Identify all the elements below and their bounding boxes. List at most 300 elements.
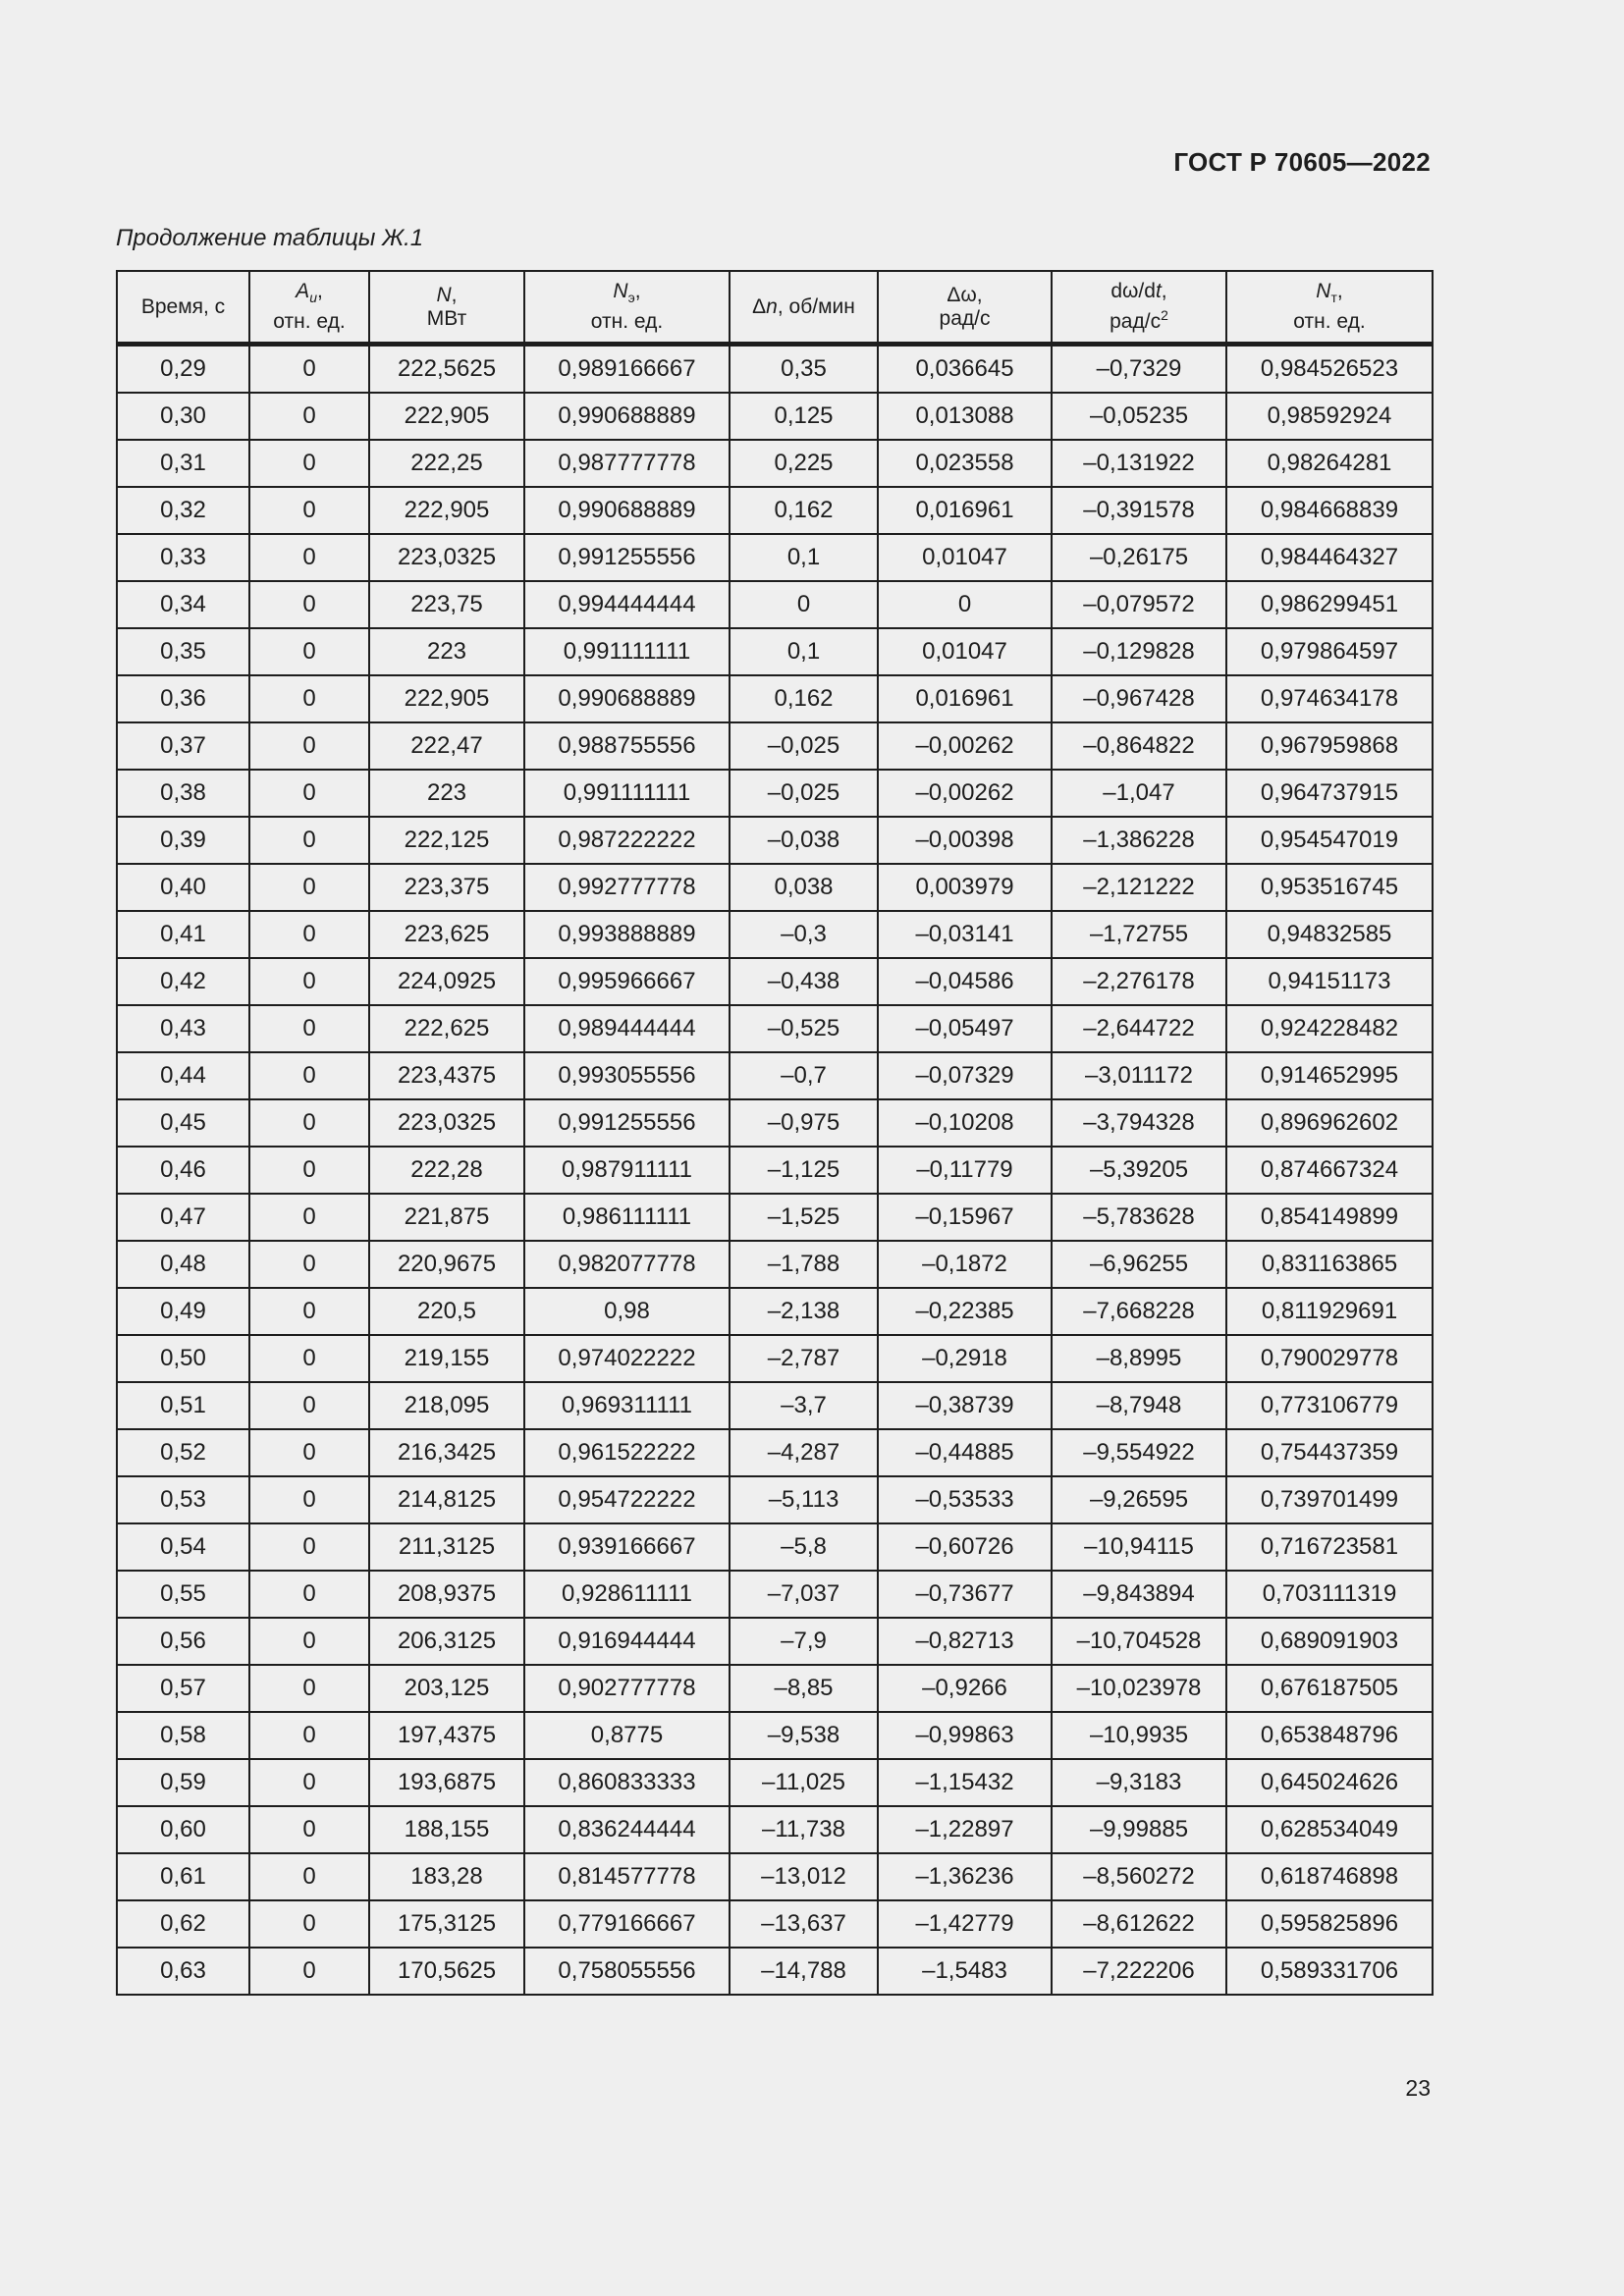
table-cell: –0,2918 [878, 1335, 1052, 1382]
table-row [117, 581, 1433, 628]
table-row [117, 1099, 1433, 1147]
table-row [117, 487, 1433, 534]
table-cell: 0,974634178 [1226, 675, 1433, 722]
table-cell: 0,32 [117, 487, 249, 534]
col-header-unit: МВт [426, 306, 467, 330]
table-cell: –9,26595 [1052, 1476, 1226, 1523]
table-cell: –6,96255 [1052, 1241, 1226, 1288]
table-cell: 0,595825896 [1226, 1900, 1433, 1948]
table-cell: –0,04586 [878, 958, 1052, 1005]
table-cell: –9,99885 [1052, 1806, 1226, 1853]
table-cell: 0,758055556 [524, 1948, 730, 1995]
table-cell: 0,98 [524, 1288, 730, 1335]
table-cell: –0,53533 [878, 1476, 1052, 1523]
table-cell: 222,905 [369, 487, 524, 534]
table-cell: 0,01047 [878, 534, 1052, 581]
table-cell: 0,45 [117, 1099, 249, 1147]
table-cell: 0 [730, 581, 878, 628]
table-cell: 197,4375 [369, 1712, 524, 1759]
table-row [117, 1900, 1433, 1948]
table-cell: 0,125 [730, 393, 878, 440]
table-cell: 0,038 [730, 864, 878, 911]
table-cell: 0,991255556 [524, 1099, 730, 1147]
table-cell: –14,788 [730, 1948, 878, 1995]
page-number: 23 [1405, 2075, 1431, 2101]
table-cell: –0,07329 [878, 1052, 1052, 1099]
table-cell: –0,967428 [1052, 675, 1226, 722]
table-row [117, 534, 1433, 581]
table-row [117, 911, 1433, 958]
table-cell: –0,129828 [1052, 628, 1226, 675]
table-cell: 0,969311111 [524, 1382, 730, 1429]
table-cell: 0,33 [117, 534, 249, 581]
table-cell: 0,896962602 [1226, 1099, 1433, 1147]
table-cell: 0,8775 [524, 1712, 730, 1759]
table-cell: 0 [249, 1618, 369, 1665]
table-cell: 0,989444444 [524, 1005, 730, 1052]
table-row [117, 864, 1433, 911]
table-cell: 0 [249, 1429, 369, 1476]
table-cell: 0,994444444 [524, 581, 730, 628]
table-cell: –1,22897 [878, 1806, 1052, 1853]
table-cell: –0,05235 [1052, 393, 1226, 440]
table-cell: –2,138 [730, 1288, 878, 1335]
table-cell: –5,39205 [1052, 1147, 1226, 1194]
table-cell: –0,44885 [878, 1429, 1052, 1476]
table-cell: 0,992777778 [524, 864, 730, 911]
table-cell: –1,36236 [878, 1853, 1052, 1900]
table-cell: 0,57 [117, 1665, 249, 1712]
table-cell: –8,8995 [1052, 1335, 1226, 1382]
col-header-unit: отн. ед. [590, 309, 664, 333]
table-cell: 0,013088 [878, 393, 1052, 440]
table-row [117, 1618, 1433, 1665]
table-cell: –8,612622 [1052, 1900, 1226, 1948]
table-cell: –10,023978 [1052, 1665, 1226, 1712]
table-cell: 0 [249, 958, 369, 1005]
table-cell: –0,15967 [878, 1194, 1052, 1241]
table-cell: 0,35 [117, 628, 249, 675]
table-cell: –0,22385 [878, 1288, 1052, 1335]
table-cell: –0,10208 [878, 1099, 1052, 1147]
table-cell: –0,00398 [878, 817, 1052, 864]
table-cell: –0,079572 [1052, 581, 1226, 628]
table-cell: 0,36 [117, 675, 249, 722]
table-cell: 193,6875 [369, 1759, 524, 1806]
col-header-unit: отн. ед. [1293, 309, 1366, 333]
col-header-label: dω/dt, [1110, 280, 1167, 302]
table-cell: 175,3125 [369, 1900, 524, 1948]
table-row [117, 1382, 1433, 1429]
table-cell: 0,98264281 [1226, 440, 1433, 487]
table-cell: –1,125 [730, 1147, 878, 1194]
col-header-label: $N_т$, [1316, 280, 1343, 306]
table-cell: 219,155 [369, 1335, 524, 1382]
table-row [117, 1194, 1433, 1241]
col-header-ne [524, 271, 730, 345]
table-cell: 0 [249, 440, 369, 487]
table-cell: –0,438 [730, 958, 878, 1005]
table-cell: –9,538 [730, 1712, 878, 1759]
table-row [117, 440, 1433, 487]
table-cell: 0,860833333 [524, 1759, 730, 1806]
table-cell: 223,0325 [369, 1099, 524, 1147]
table-cell: –0,60726 [878, 1523, 1052, 1571]
table-cell: 0,94151173 [1226, 958, 1433, 1005]
table-row [117, 1853, 1433, 1900]
table-row [117, 1147, 1433, 1194]
table-cell: 0,44 [117, 1052, 249, 1099]
table-cell: 0 [249, 1241, 369, 1288]
table-cell: 0 [249, 1806, 369, 1853]
table-cell: –1,5483 [878, 1948, 1052, 1995]
table-cell: 0,30 [117, 393, 249, 440]
table-cell: 206,3125 [369, 1618, 524, 1665]
table-row [117, 1429, 1433, 1476]
table-cell: 0,016961 [878, 487, 1052, 534]
col-header-time [117, 271, 249, 345]
table-cell: –1,386228 [1052, 817, 1226, 864]
table-cell: –0,99863 [878, 1712, 1052, 1759]
table-cell: –3,7 [730, 1382, 878, 1429]
table-cell: 0,984464327 [1226, 534, 1433, 581]
table-header-row [117, 271, 1433, 345]
table-cell: –8,85 [730, 1665, 878, 1712]
col-header-label: $N_э$, [613, 280, 641, 306]
table-cell: 220,9675 [369, 1241, 524, 1288]
table-cell: 0 [878, 581, 1052, 628]
table-row [117, 1759, 1433, 1806]
table-cell: 0,41 [117, 911, 249, 958]
table-cell: –0,9266 [878, 1665, 1052, 1712]
table-cell: –0,038 [730, 817, 878, 864]
table-cell: 222,625 [369, 1005, 524, 1052]
table-cell: 220,5 [369, 1288, 524, 1335]
table-cell: –1,72755 [1052, 911, 1226, 958]
table-cell: 0,987222222 [524, 817, 730, 864]
table-cell: –9,554922 [1052, 1429, 1226, 1476]
table-cell: 0,991111111 [524, 628, 730, 675]
table-cell: 203,125 [369, 1665, 524, 1712]
table-cell: 0,874667324 [1226, 1147, 1433, 1194]
table-cell: –0,391578 [1052, 487, 1226, 534]
table-row [117, 1335, 1433, 1382]
document-code: ГОСТ Р 70605—2022 [1173, 147, 1431, 177]
table-cell: 0,993888889 [524, 911, 730, 958]
table-cell: 0 [249, 675, 369, 722]
table-cell: 0,987911111 [524, 1147, 730, 1194]
table-cell: –0,05497 [878, 1005, 1052, 1052]
table-cell: 0,961522222 [524, 1429, 730, 1476]
table-cell: –5,113 [730, 1476, 878, 1523]
table-cell: 0,46 [117, 1147, 249, 1194]
table-cell: –9,843894 [1052, 1571, 1226, 1618]
table-cell: –1,42779 [878, 1900, 1052, 1948]
table-cell: 0,991255556 [524, 534, 730, 581]
table-cell: 222,28 [369, 1147, 524, 1194]
col-header-power [369, 271, 524, 345]
table-cell: –0,00262 [878, 770, 1052, 817]
table-cell: 0,986111111 [524, 1194, 730, 1241]
table-row [117, 722, 1433, 770]
table-cell: 0,51 [117, 1382, 249, 1429]
table-cell: 0,34 [117, 581, 249, 628]
table-cell: 0,979864597 [1226, 628, 1433, 675]
table-cell: 0 [249, 911, 369, 958]
table-cell: 0,645024626 [1226, 1759, 1433, 1806]
table-cell: 0,773106779 [1226, 1382, 1433, 1429]
table-cell: –2,644722 [1052, 1005, 1226, 1052]
table-cell: 0,831163865 [1226, 1241, 1433, 1288]
table-cell: 223,4375 [369, 1052, 524, 1099]
table-cell: 0,928611111 [524, 1571, 730, 1618]
table-cell: 0,225 [730, 440, 878, 487]
col-header-nt [1226, 271, 1433, 345]
table-cell: –0,26175 [1052, 534, 1226, 581]
table-cell: –9,3183 [1052, 1759, 1226, 1806]
table-cell: 0 [249, 1005, 369, 1052]
table-row [117, 1571, 1433, 1618]
table-cell: 0 [249, 1571, 369, 1618]
table-cell: –7,9 [730, 1618, 878, 1665]
table-caption: Продолжение таблицы Ж.1 [116, 225, 424, 251]
table-cell: –7,037 [730, 1571, 878, 1618]
table-row [117, 770, 1433, 817]
table-cell: –0,025 [730, 722, 878, 770]
table-row [117, 345, 1433, 394]
table-row [117, 1806, 1433, 1853]
table-cell: 0,986299451 [1226, 581, 1433, 628]
col-header-domega-dt [1052, 271, 1226, 345]
table-cell: 183,28 [369, 1853, 524, 1900]
table-cell: –0,11779 [878, 1147, 1052, 1194]
table-cell: 0,49 [117, 1288, 249, 1335]
table-cell: 0,52 [117, 1429, 249, 1476]
table-cell: 0,739701499 [1226, 1476, 1433, 1523]
table-cell: 0 [249, 1099, 369, 1147]
table-cell: –0,975 [730, 1099, 878, 1147]
table-row [117, 1948, 1433, 1995]
table-cell: 0 [249, 864, 369, 911]
table-row [117, 817, 1433, 864]
table-cell: 0 [249, 1052, 369, 1099]
table-row [117, 958, 1433, 1005]
table-row [117, 1288, 1433, 1335]
table-cell: 0 [249, 1900, 369, 1948]
table-cell: 0,98592924 [1226, 393, 1433, 440]
table-cell: –0,73677 [878, 1571, 1052, 1618]
table-cell: 0,1 [730, 534, 878, 581]
table-cell: 0,003979 [878, 864, 1052, 911]
table-cell: –7,668228 [1052, 1288, 1226, 1335]
table-cell: 0,953516745 [1226, 864, 1433, 911]
table-cell: 0 [249, 1712, 369, 1759]
table-cell: –0,03141 [878, 911, 1052, 958]
table-cell: 0,989166667 [524, 345, 730, 394]
table-cell: 0 [249, 1335, 369, 1382]
table-cell: –1,525 [730, 1194, 878, 1241]
table-cell: 222,47 [369, 722, 524, 770]
table-cell: 0,43 [117, 1005, 249, 1052]
table-cell: 0 [249, 722, 369, 770]
table-cell: 0 [249, 1665, 369, 1712]
col-header-label: $A_и$, [296, 280, 323, 306]
table-cell: –10,9935 [1052, 1712, 1226, 1759]
table-cell: –0,7 [730, 1052, 878, 1099]
table-cell: 222,25 [369, 440, 524, 487]
table-cell: –0,131922 [1052, 440, 1226, 487]
table-cell: –3,011172 [1052, 1052, 1226, 1099]
table-cell: 0 [249, 1288, 369, 1335]
table-cell: 221,875 [369, 1194, 524, 1241]
table-cell: –11,025 [730, 1759, 878, 1806]
table-cell: –13,012 [730, 1853, 878, 1900]
table-row [117, 1712, 1433, 1759]
table-cell: 0,902777778 [524, 1665, 730, 1712]
table-cell: 188,155 [369, 1806, 524, 1853]
table-cell: 0,1 [730, 628, 878, 675]
table-cell: 0,754437359 [1226, 1429, 1433, 1476]
table-cell: 0,993055556 [524, 1052, 730, 1099]
table-cell: 0 [249, 1147, 369, 1194]
table-cell: –0,38739 [878, 1382, 1052, 1429]
table-cell: 0,036645 [878, 345, 1052, 394]
table-cell: 222,5625 [369, 345, 524, 394]
col-header-unit: рад/$с^2$ [1110, 307, 1168, 333]
table-cell: 0,162 [730, 487, 878, 534]
col-header-label: Δn, об/мин [752, 294, 855, 318]
table-cell: –7,222206 [1052, 1948, 1226, 1995]
table-cell: 0,60 [117, 1806, 249, 1853]
table-cell: 0,967959868 [1226, 722, 1433, 770]
table-cell: 0,61 [117, 1853, 249, 1900]
table-cell: 0,59 [117, 1759, 249, 1806]
table-cell: 0 [249, 581, 369, 628]
table-row [117, 1052, 1433, 1099]
table-cell: 0,31 [117, 440, 249, 487]
table-cell: 223,625 [369, 911, 524, 958]
table-cell: –1,788 [730, 1241, 878, 1288]
table-cell: 0,47 [117, 1194, 249, 1241]
table-cell: 224,0925 [369, 958, 524, 1005]
table-cell: 0,37 [117, 722, 249, 770]
table-cell: 222,125 [369, 817, 524, 864]
table-cell: 0,779166667 [524, 1900, 730, 1948]
table-cell: –0,7329 [1052, 345, 1226, 394]
table-cell: –8,560272 [1052, 1853, 1226, 1900]
table-cell: 208,9375 [369, 1571, 524, 1618]
table-cell: 0,589331706 [1226, 1948, 1433, 1995]
table-cell: 0,016961 [878, 675, 1052, 722]
table-cell: 0,35 [730, 345, 878, 394]
table-cell: 0,790029778 [1226, 1335, 1433, 1382]
table-cell: –5,8 [730, 1523, 878, 1571]
table-row [117, 393, 1433, 440]
table-cell: 0,939166667 [524, 1523, 730, 1571]
table-cell: 0,42 [117, 958, 249, 1005]
table-cell: 0,94832585 [1226, 911, 1433, 958]
table-cell: 0,63 [117, 1948, 249, 1995]
table-cell: 0 [249, 393, 369, 440]
col-header-label: Время, с [140, 294, 226, 318]
table-cell: 0,990688889 [524, 393, 730, 440]
table-cell: 218,095 [369, 1382, 524, 1429]
table-cell: 223,375 [369, 864, 524, 911]
table-cell: 0,854149899 [1226, 1194, 1433, 1241]
table-cell: 0,987777778 [524, 440, 730, 487]
table-cell: 0 [249, 628, 369, 675]
table-cell: 0 [249, 1382, 369, 1429]
table-cell: 0,964737915 [1226, 770, 1433, 817]
table-cell: 0,990688889 [524, 487, 730, 534]
table-cell: 0 [249, 487, 369, 534]
table-cell: 216,3425 [369, 1429, 524, 1476]
table-cell: 0,914652995 [1226, 1052, 1433, 1099]
table-cell: 0,58 [117, 1712, 249, 1759]
table-row [117, 1665, 1433, 1712]
table-cell: –11,738 [730, 1806, 878, 1853]
table-cell: 0,39 [117, 817, 249, 864]
col-header-label: Δω, [947, 283, 983, 306]
table-cell: 0,56 [117, 1618, 249, 1665]
table-cell: 0,162 [730, 675, 878, 722]
col-header-a [249, 271, 369, 345]
table-row [117, 675, 1433, 722]
table-cell: 0,988755556 [524, 722, 730, 770]
table-cell: 0,618746898 [1226, 1853, 1433, 1900]
table-cell: 214,8125 [369, 1476, 524, 1523]
table-cell: 0,924228482 [1226, 1005, 1433, 1052]
table-cell: –3,794328 [1052, 1099, 1226, 1147]
table-cell: 0 [249, 817, 369, 864]
table-cell: –0,025 [730, 770, 878, 817]
table-cell: 0,984668839 [1226, 487, 1433, 534]
table-cell: 0,38 [117, 770, 249, 817]
table-cell: 223,0325 [369, 534, 524, 581]
table-cell: –0,82713 [878, 1618, 1052, 1665]
table-cell: 0,628534049 [1226, 1806, 1433, 1853]
col-header-unit: отн. ед. [273, 309, 346, 333]
table-cell: 211,3125 [369, 1523, 524, 1571]
table-cell: 0,54 [117, 1523, 249, 1571]
table-cell: 0,48 [117, 1241, 249, 1288]
table-cell: –0,3 [730, 911, 878, 958]
table-cell: 222,905 [369, 393, 524, 440]
table-cell: 0 [249, 1523, 369, 1571]
table-cell: 0,995966667 [524, 958, 730, 1005]
table-cell: 0,954722222 [524, 1476, 730, 1523]
table-cell: 0 [249, 534, 369, 581]
table-cell: –0,1872 [878, 1241, 1052, 1288]
table-cell: 170,5625 [369, 1948, 524, 1995]
table-cell: 0 [249, 345, 369, 394]
table-cell: 0,50 [117, 1335, 249, 1382]
table-row [117, 1476, 1433, 1523]
table-cell: 0,974022222 [524, 1335, 730, 1382]
table-row [117, 1523, 1433, 1571]
table-cell: 0,716723581 [1226, 1523, 1433, 1571]
table-cell: 0,990688889 [524, 675, 730, 722]
table-cell: 0,01047 [878, 628, 1052, 675]
table-cell: 0,916944444 [524, 1618, 730, 1665]
table-cell: 0 [249, 1759, 369, 1806]
table-cell: 0,676187505 [1226, 1665, 1433, 1712]
table-cell: 0,689091903 [1226, 1618, 1433, 1665]
table-cell: 0,023558 [878, 440, 1052, 487]
data-table [116, 270, 1434, 1996]
table-cell: 0,53 [117, 1476, 249, 1523]
table-cell: 0,991111111 [524, 770, 730, 817]
